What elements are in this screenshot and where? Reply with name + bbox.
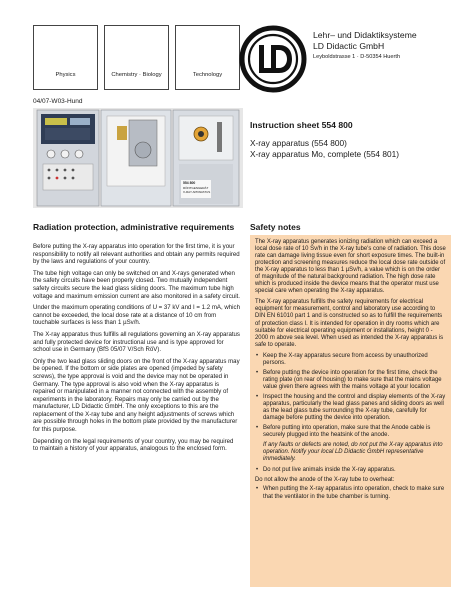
- photo-label-2: RÖNTGENGERÄT: [183, 186, 209, 190]
- section-heading-radiation: Radiation protection, administrative requirements: [33, 222, 235, 232]
- category-physics: [33, 25, 98, 90]
- product-lines: [250, 138, 470, 159]
- category-chemistry-biology: [104, 25, 169, 90]
- safety-list: [255, 486, 446, 500]
- sheet-title: Instruction sheet 554 800: [250, 120, 353, 130]
- category-technology: [175, 25, 240, 90]
- category-label: Technology: [192, 72, 223, 78]
- photo-label-3: X-RAY APPARATUS: [183, 190, 211, 194]
- brand-address: Leyboldstrasse 1 · D-50354 Huerth: [313, 54, 401, 60]
- paragraph: Only the two lead glass sliding doors on the front of the X-ray apparatus may be opened. If the bottom or side plates are opened (impeded by safety screws), the type approval is void and the device may not be operated in Germany. The type approval is also void when the X-ray apparatus is repaired or manipulated in a manner not connected with the assembly of experiments in the laboratory. Repairs may only be carried out by the manufacturer, LD Didactic GmbH. The only exceptions to this are the replacement of the X-ray tube and any height adjustments of screws which are possible through holes in the bottom plate provided by the manufacturer for this purpose.: [33, 357, 240, 434]
- photo-label-1: 554 800: [183, 181, 196, 185]
- paragraph: The tube high voltage can only be switched on and X-rays generated when the safety circuits have been properly closed. Two mutually independent safety circuits secure the lead glass sliding doors. The maximum tube high voltage and maximum emission current are also monitored in a safety circuit.: [33, 269, 240, 300]
- list-item: • Before putting the device into operation for the first time, check the rating plate (on rear of housing) to make sure that the mains voltage value given there agrees with the mains voltage at your location: [255, 370, 446, 391]
- safety-list: [255, 467, 446, 474]
- product-photo: [33, 108, 243, 208]
- document-reference: 04/07-W03-Hund: [33, 98, 83, 105]
- section-heading-safety: Safety notes: [250, 222, 301, 232]
- paragraph: Under the maximum operating conditions of U = 37 kV and I = 1.2 mA, which cannot be exceeded, the local dose rate at a distance of 10 cm from touchable surfaces is less than 1 µSv/h.: [33, 304, 240, 327]
- category-label: Physics: [55, 72, 76, 78]
- category-label: Chemistry · Biology: [111, 72, 162, 78]
- list-item: • Keep the X-ray apparatus secure from access by unauthorized persons.: [255, 353, 446, 367]
- paragraph: Do not allow the anode of the X-ray tube to overheat:: [255, 477, 395, 484]
- paragraph: The X-ray apparatus generates ionizing radiation which can exceed a local dose rate of 10 Sv/h in the X-ray tube's cone of radiation. This dose rate can damage living tissue even for short exposure times. The built-in protection and screening measures reduce the local dose rate outside of the X-ray apparatus to less than 1 µSv/h, a value which is on the order of magnitude of the natural background radiation. The high dose rate which is produced inside the device means that the operator must use special care when operating the X-ray apparatus.: [255, 239, 446, 295]
- safety-list: [255, 353, 446, 440]
- ld-logo: [238, 24, 308, 94]
- list-item: • Inspect the housing and the control and display elements of the X-ray apparatus, particularly the lead glass panes and sliding doors as well as the lead glass tube surrounding the X-ray tube, carefully for damage before putting the device into operation.: [255, 394, 446, 422]
- paragraph: Depending on the legal requirements of your country, you may be required to maintain a history of your apparatus, analogous to the enclosed form.: [33, 437, 234, 453]
- brand-line2: LD Didactic GmbH: [313, 41, 385, 51]
- safety-notes-box: [250, 235, 451, 587]
- brand-line1: Lehr– und Didaktiksysteme: [313, 30, 417, 40]
- left-column: [33, 243, 240, 457]
- list-item: • Before putting into operation, make sure that the Anode cable is securely plugged into the heatsink of the anode.: [255, 425, 446, 439]
- warning-text: If any faults or defects are noted, do not put the X-ray apparatus into operation. Notify your local LD Didactic GmbH representative immediately.: [263, 442, 443, 463]
- paragraph: The X-ray apparatus fulfills the safety requirements for electrical equipment for measurement, control and laboratory use according to DIN EN 61010 part 1 and is constructed so as to fulfill the requirements of protection class I. It is intended for operation in dry rooms which are suitable for electrical operating equipment or installations, height 0 - 2000 m above sea level. When used as intended the X-ray apparatus is safe to operate.: [255, 299, 444, 348]
- list-item: • Do not put live animals inside the X-ray apparatus.: [255, 467, 446, 474]
- paragraph: Before putting the X-ray apparatus into operation for the first time, it is your responsibility to notify all relevant authorities and obtain any permits required by the laws and regulations of your country.: [33, 243, 240, 266]
- product-line: X-ray apparatus Mo, complete (554 801): [250, 148, 399, 159]
- brand-block: [313, 30, 473, 62]
- list-item: • When putting the X-ray apparatus into operation, check to make sure that the ventilator in the tube chamber is turning.: [255, 486, 446, 500]
- paragraph: The X-ray apparatus thus fulfills all regulations governing an X-ray apparatus and fully protected device for instructional use and is type approved for school use in Germany (BfS 05/07 V/Sch RöV).: [33, 330, 240, 354]
- product-line: X-ray apparatus (554 800): [250, 138, 347, 148]
